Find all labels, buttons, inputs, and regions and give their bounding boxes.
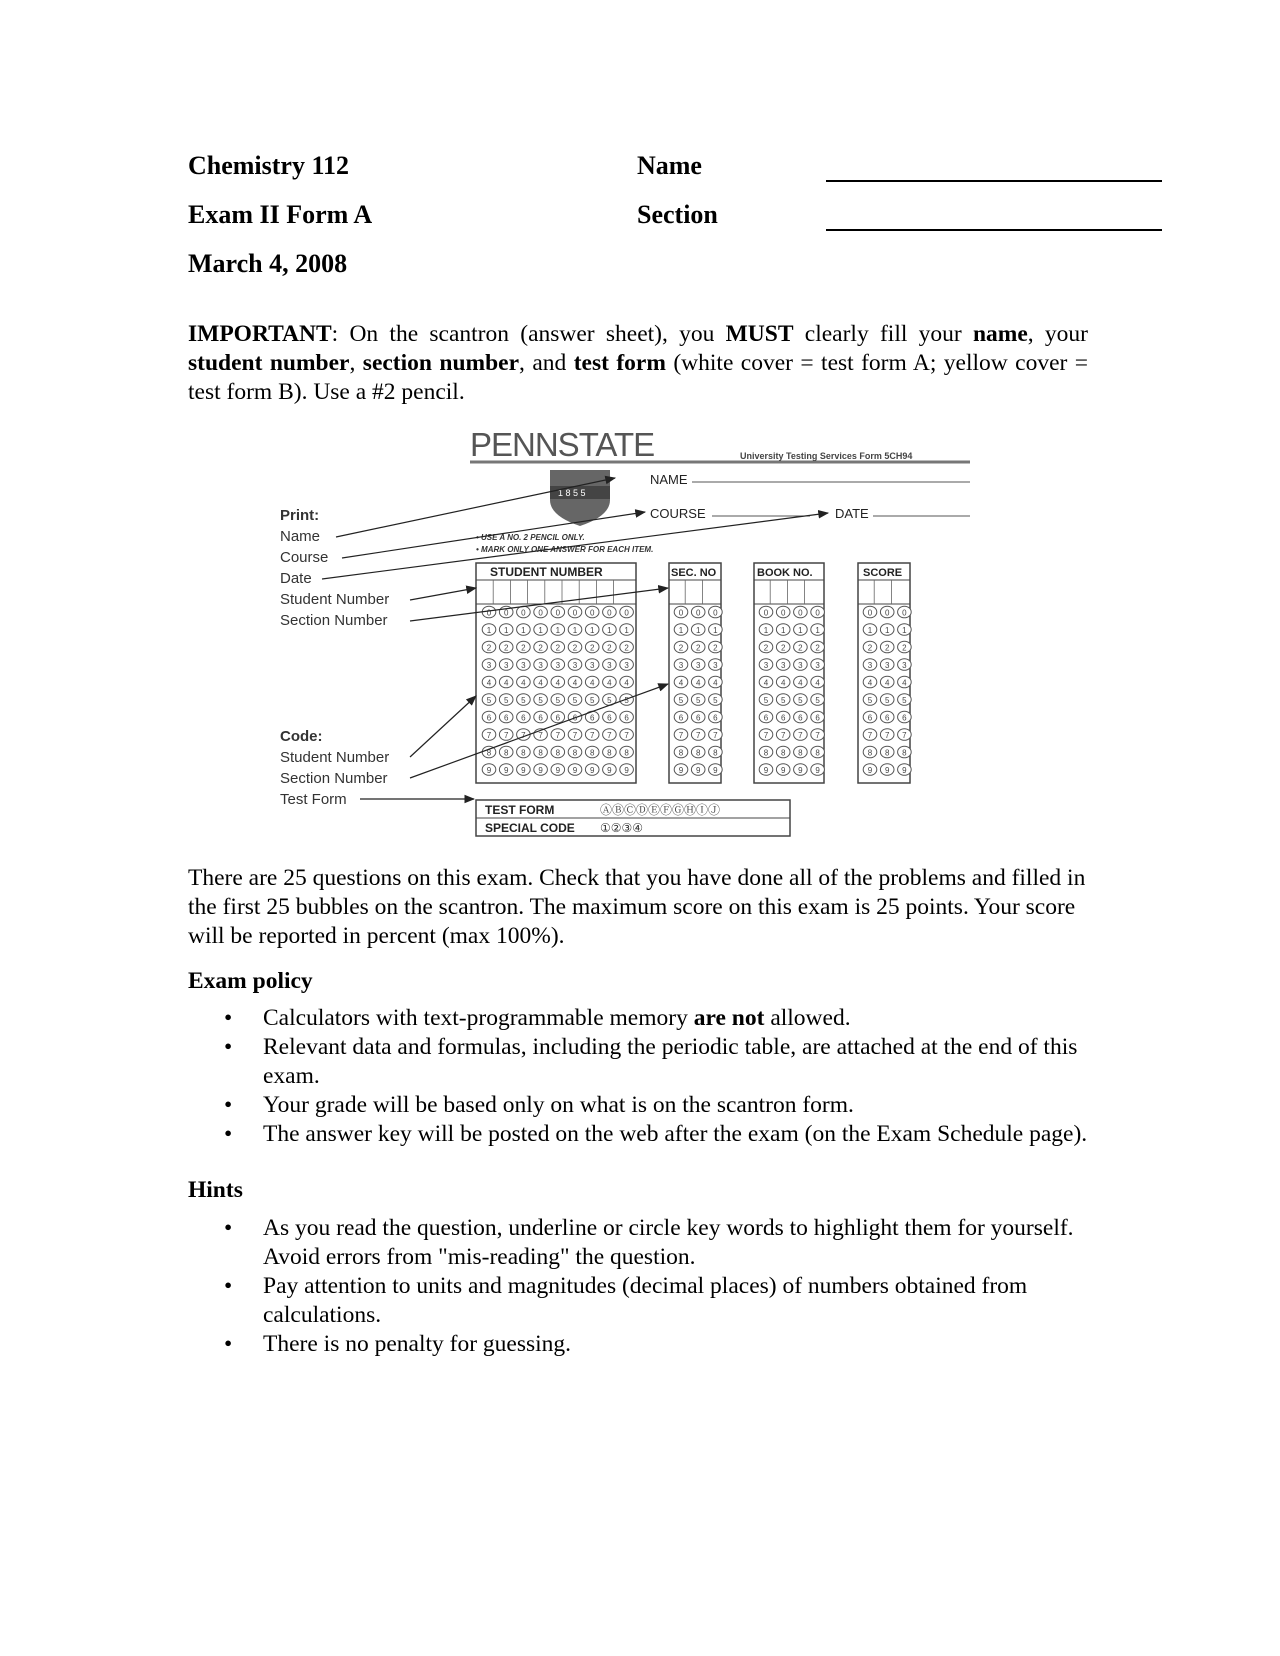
student-bubble-digit: 1 — [486, 626, 492, 635]
student-bubble-digit: 3 — [589, 661, 595, 670]
book-bubble-digit: 6 — [815, 713, 820, 723]
score-bubble-digit: 6 — [884, 713, 890, 723]
book-bubble-digit: 4 — [798, 678, 803, 688]
book-bubble-digit: 3 — [815, 661, 820, 670]
student-bubble-digit: 9 — [607, 766, 612, 775]
important-paragraph — [188, 320, 1088, 407]
book-bubble-digit: 4 — [763, 678, 769, 688]
sec-bubble-digit: 0 — [678, 608, 684, 618]
score-bubble-digit: 5 — [884, 696, 890, 705]
score-bubble-digit: 4 — [884, 678, 890, 688]
sec-bubble-digit: 5 — [678, 696, 684, 705]
instruction-1: • USE A NO. 2 PENCIL ONLY. — [476, 533, 585, 542]
student-bubble-digit: 5 — [624, 696, 629, 705]
book-bubble-digit: 9 — [815, 766, 820, 775]
student-bubble-digit: 3 — [572, 661, 578, 670]
student-bubble-digit: 4 — [572, 678, 578, 688]
sec-bubble-digit: 4 — [713, 678, 718, 688]
field-course-label: COURSE — [650, 506, 706, 521]
student-bubble-digit: 3 — [503, 661, 509, 670]
sec-bubble-digit: 2 — [695, 643, 701, 653]
book-bubble-digit: 0 — [780, 608, 786, 618]
important-must: MUST — [725, 321, 794, 347]
book-bubble-digit: 8 — [780, 748, 786, 758]
policy-item: • Relevant data and formulas, including the periodic table, are attached at the end of this exam. — [224, 1034, 1078, 1089]
student-bubble-digit: 5 — [555, 696, 561, 705]
test-form-box — [476, 800, 790, 836]
important-lead: IMPORTANT — [188, 321, 332, 347]
section-blank-line — [826, 229, 1162, 231]
hints-list — [188, 1214, 1093, 1359]
exam-policy-list — [188, 1004, 1093, 1149]
score-bubble-digit: 8 — [902, 748, 907, 758]
score-bubble-digit: 8 — [884, 748, 890, 758]
student-bubble-digit: 7 — [521, 731, 526, 740]
student-bubble-digit: 2 — [589, 643, 595, 653]
student-bubble-digit: 0 — [521, 608, 526, 618]
score-bubble-digit: 6 — [902, 713, 907, 723]
book-bubble-digit: 9 — [798, 766, 803, 775]
score-bubble-digit: 4 — [902, 678, 907, 688]
book-bubble-digit: 6 — [798, 713, 803, 723]
code-item-section-number: Section Number — [280, 770, 388, 787]
special-code-label: SPECIAL CODE — [485, 821, 575, 835]
student-bubble-digit: 3 — [521, 661, 526, 670]
exam-policy-heading: Exam policy — [188, 968, 313, 994]
student-bubble-digit: 8 — [607, 748, 612, 758]
student-bubble-digit: 3 — [607, 661, 612, 670]
student-bubble-digit: 7 — [555, 731, 561, 740]
important-text-4: , — [349, 350, 363, 376]
student-bubble-digit: 0 — [572, 608, 578, 618]
student-bubble-digit: 4 — [624, 678, 629, 688]
student-bubble-digit: 4 — [607, 678, 612, 688]
student-bubble-digit: 3 — [486, 661, 492, 670]
student-bubble-digit: 2 — [521, 643, 526, 653]
sec-bubble-digit: 7 — [678, 731, 684, 740]
sec-bubble-digit: 1 — [695, 626, 701, 635]
student-bubble-digit: 1 — [607, 626, 612, 635]
policy-item-3-text: Your grade will be based only on what is on the scantron form. — [263, 1092, 854, 1118]
student-bubble-digit: 0 — [589, 608, 595, 618]
book-bubble-digit: 0 — [798, 608, 803, 618]
student-bubble-digit: 1 — [555, 626, 561, 635]
student-bubble-digit: 2 — [624, 643, 629, 653]
score-bubble-digit: 0 — [867, 608, 873, 618]
book-bubble-digit: 1 — [815, 626, 820, 635]
book-bubble-digit: 3 — [798, 661, 803, 670]
score-bubble-digit: 9 — [867, 766, 873, 775]
student-bubble-digit: 6 — [503, 713, 509, 723]
print-item-student-number: Student Number — [280, 591, 390, 608]
sec-bubble-digit: 9 — [695, 766, 701, 775]
book-bubble-digit: 8 — [763, 748, 769, 758]
book-bubble-digit: 2 — [798, 643, 803, 653]
student-bubble-digit: 3 — [624, 661, 629, 670]
policy-item-1-text: Calculators with text-programmable memory — [263, 1005, 694, 1031]
sec-bubble-digit: 2 — [713, 643, 718, 653]
code-item-test-form: Test Form — [280, 791, 347, 808]
score-bubble-digit: 3 — [884, 661, 890, 670]
sec-bubble-digit: 1 — [713, 626, 718, 635]
test-form-label: TEST FORM — [485, 803, 555, 817]
sec-bubble-digit: 6 — [713, 713, 718, 723]
score-bubble-digit: 7 — [884, 731, 890, 740]
student-bubble-digit: 4 — [486, 678, 492, 688]
book-bubble-digit: 7 — [780, 731, 786, 740]
book-bubble-digit: 0 — [815, 608, 820, 618]
sec-bubble-digit: 3 — [695, 661, 701, 670]
score-bubble-digit: 1 — [867, 626, 873, 635]
student-bubble-digit: 8 — [589, 748, 595, 758]
important-text-3: , your — [1027, 321, 1089, 347]
important-text-6: (white cover = test form A; yellow cover = test form B). Use a #2 pencil. — [188, 350, 1089, 405]
student-bubble-digit: 1 — [589, 626, 595, 635]
sec-bubble-digit: 8 — [678, 748, 684, 758]
important-text-1: : On the scantron (answer sheet), you — [331, 321, 726, 347]
student-bubble-digit: 5 — [503, 696, 509, 705]
book-bubble-digit: 2 — [780, 643, 786, 653]
student-bubble-digit: 5 — [538, 696, 543, 705]
important-test-form: test form — [573, 350, 666, 376]
exam-title: Exam II Form A — [188, 200, 373, 229]
student-bubble-digit: 4 — [538, 678, 543, 688]
sec-bubble-digit: 3 — [713, 661, 718, 670]
policy-item-2-text: Relevant data and formulas, including the periodic table, are attached at the end of this exam. — [263, 1034, 1078, 1089]
student-bubble-digit: 9 — [624, 766, 629, 775]
book-bubble-digit: 5 — [763, 696, 769, 705]
student-bubble-digit: 8 — [486, 748, 492, 758]
important-text-5: , and — [519, 350, 574, 376]
student-bubble-digit: 1 — [538, 626, 543, 635]
student-bubble-digit: 3 — [555, 661, 561, 670]
student-bubble-digit: 8 — [538, 748, 543, 758]
score-bubble-digit: 7 — [902, 731, 907, 740]
student-bubble-digit: 9 — [538, 766, 543, 775]
book-bubble-digit: 0 — [763, 608, 769, 618]
code-label: Code: — [280, 728, 323, 745]
course-title: Chemistry 112 — [188, 151, 350, 180]
arrow-print-student — [410, 588, 476, 600]
score-bubble-digit: 3 — [902, 661, 907, 670]
print-item-course: Course — [280, 549, 329, 566]
score-bubble-digit: 5 — [867, 696, 873, 705]
field-date-label: DATE — [835, 506, 869, 521]
sec-bubble-digit: 6 — [695, 713, 701, 723]
book-bubble-digit: 1 — [798, 626, 803, 635]
student-bubble-digit: 5 — [607, 696, 612, 705]
exam-date: March 4, 2008 — [188, 249, 348, 278]
test-form-options: ⒶⒷⒸⒹⒺⒻⒼⒽⒾⒿ — [600, 803, 721, 817]
student-bubble-digit: 7 — [503, 731, 509, 740]
intro-paragraph: There are 25 questions on this exam. Check that you have done all of the problems and filled in the first 25 bubbles on the scantron. The maximum score on this exam is 25 points. Your score will be reported in percent (max 100%). — [188, 865, 1086, 949]
score-bubble-digit: 0 — [902, 608, 907, 618]
student-bubble-digit: 9 — [521, 766, 526, 775]
policy-item-1-bold: are not — [693, 1005, 765, 1031]
hint-item: • Pay attention to units and magnitudes (decimal places) of numbers obtained from calculations. — [224, 1273, 1028, 1328]
student-bubble-digit: 6 — [555, 713, 561, 723]
student-bubble-digit: 4 — [589, 678, 595, 688]
score-bubble-digit: 1 — [884, 626, 890, 635]
sec-bubble-digit: 5 — [695, 696, 701, 705]
student-bubble-digit: 0 — [624, 608, 629, 618]
book-bubble-digit: 6 — [763, 713, 769, 723]
special-code-options: ①②③④ — [600, 821, 644, 835]
pennstate-logo: PENNSTATE — [470, 426, 655, 463]
print-item-date: Date — [280, 570, 312, 587]
student-bubble-digit: 5 — [521, 696, 526, 705]
book-no-title: BOOK NO. — [757, 567, 813, 579]
student-bubble-digit: 0 — [607, 608, 612, 618]
student-bubble-digit: 1 — [521, 626, 526, 635]
book-bubble-digit: 7 — [815, 731, 820, 740]
important-student-number: student number — [188, 350, 350, 376]
student-bubble-digit: 9 — [486, 766, 492, 775]
instruction-2: • MARK ONLY ONE ANSWER FOR EACH ITEM. — [476, 545, 654, 554]
score-bubble-digit: 2 — [884, 643, 890, 653]
score-bubble-digit: 6 — [867, 713, 873, 723]
important-section-number: section number — [362, 350, 520, 376]
student-bubble-digit: 0 — [555, 608, 561, 618]
student-bubble-digit: 8 — [503, 748, 509, 758]
scantron-diagram — [280, 420, 1000, 880]
sec-bubble-digit: 4 — [678, 678, 684, 688]
sec-bubble-digit: 8 — [695, 748, 701, 758]
form-id: University Testing Services Form 5CH94 — [740, 451, 913, 461]
print-item-name: Name — [280, 528, 321, 545]
sec-bubble-digit: 9 — [713, 766, 718, 775]
student-bubble-digit: 6 — [607, 713, 612, 723]
student-bubble-digit: 7 — [589, 731, 595, 740]
score-bubble-digit: 0 — [884, 608, 890, 618]
sec-bubble-digit: 0 — [713, 608, 718, 618]
student-bubble-digit: 6 — [486, 713, 492, 723]
important-name: name — [972, 321, 1028, 347]
policy-item: • Calculators with text-programmable memory are not allowed. — [224, 1005, 851, 1031]
student-bubble-digit: 0 — [486, 608, 492, 618]
code-item-student-number: Student Number — [280, 749, 390, 766]
hint-item: • As you read the question, underline or circle key words to highlight them for yourself. Avoid errors from "mis-reading" the question. — [224, 1215, 1074, 1270]
student-bubble-digit: 4 — [503, 678, 509, 688]
arrow-code-student — [410, 696, 476, 757]
student-bubble-digit: 7 — [624, 731, 629, 740]
book-bubble-digit: 3 — [780, 661, 786, 670]
score-bubble-digit: 7 — [867, 731, 873, 740]
student-bubble-digit: 8 — [624, 748, 629, 758]
score-bubble-digit: 9 — [884, 766, 890, 775]
student-bubble-digit: 6 — [624, 713, 629, 723]
bubble-grid — [482, 580, 911, 775]
student-bubble-digit: 2 — [538, 643, 543, 653]
field-name-label: NAME — [650, 472, 688, 487]
hint-item-3-text: There is no penalty for guessing. — [263, 1331, 572, 1357]
policy-item-4-text: The answer key will be posted on the web after the exam (on the Exam Schedule page). — [263, 1121, 1088, 1147]
student-bubble-digit: 6 — [589, 713, 595, 723]
book-bubble-digit: 4 — [780, 678, 786, 688]
hints-heading: Hints — [188, 1177, 243, 1203]
hint-item-2-text: Pay attention to units and magnitudes (decimal places) of numbers obtained from calculations. — [263, 1273, 1028, 1328]
sec-bubble-digit: 2 — [678, 643, 684, 653]
policy-item-1-end: allowed. — [764, 1005, 851, 1031]
section-label: Section — [637, 200, 718, 229]
book-bubble-digit: 9 — [780, 766, 786, 775]
print-label: Print: — [280, 507, 320, 524]
student-bubble-digit: 5 — [589, 696, 595, 705]
sec-bubble-digit: 1 — [678, 626, 684, 635]
student-bubble-digit: 2 — [486, 643, 492, 653]
hint-item: • There is no penalty for guessing. — [224, 1331, 572, 1357]
book-bubble-digit: 5 — [815, 696, 820, 705]
student-bubble-digit: 9 — [572, 766, 578, 775]
name-label: Name — [637, 151, 702, 180]
print-item-section-number: Section Number — [280, 612, 388, 629]
student-bubble-digit: 2 — [503, 643, 509, 653]
score-bubble-digit: 8 — [867, 748, 873, 758]
book-bubble-digit: 8 — [798, 748, 803, 758]
book-bubble-digit: 2 — [815, 643, 820, 653]
student-bubble-digit: 9 — [555, 766, 561, 775]
book-bubble-digit: 1 — [780, 626, 786, 635]
book-bubble-digit: 8 — [815, 748, 820, 758]
student-bubble-digit: 7 — [607, 731, 612, 740]
important-text-2: clearly fill your — [793, 321, 973, 347]
policy-item: • The answer key will be posted on the web after the exam (on the Exam Schedule page). — [224, 1121, 1088, 1147]
student-bubble-digit: 1 — [503, 626, 509, 635]
score-bubble-digit: 2 — [902, 643, 907, 653]
book-bubble-digit: 3 — [763, 661, 769, 670]
student-bubble-digit: 5 — [486, 696, 492, 705]
name-blank-line — [826, 180, 1162, 182]
sec-no-title: SEC. NO — [671, 567, 717, 579]
student-bubble-digit: 7 — [538, 731, 543, 740]
sec-bubble-digit: 8 — [713, 748, 718, 758]
student-bubble-digit: 8 — [572, 748, 578, 758]
book-bubble-digit: 5 — [798, 696, 803, 705]
sec-bubble-digit: 3 — [678, 661, 684, 670]
score-bubble-digit: 9 — [902, 766, 907, 775]
sec-bubble-digit: 5 — [713, 696, 718, 705]
score-bubble-digit: 1 — [902, 626, 907, 635]
sec-bubble-digit: 7 — [695, 731, 701, 740]
score-bubble-digit: 5 — [902, 696, 907, 705]
shield-year: 1 8 5 5 — [558, 488, 586, 498]
policy-item: • Your grade will be based only on what is on the scantron form. — [224, 1092, 854, 1118]
book-bubble-digit: 2 — [763, 643, 769, 653]
score-bubble-digit: 2 — [867, 643, 873, 653]
student-bubble-digit: 8 — [555, 748, 561, 758]
score-bubble-digit: 4 — [867, 678, 873, 688]
book-bubble-digit: 5 — [780, 696, 786, 705]
student-bubble-digit: 8 — [521, 748, 526, 758]
student-bubble-digit: 2 — [572, 643, 578, 653]
student-number-title: STUDENT NUMBER — [490, 565, 603, 579]
student-bubble-digit: 9 — [589, 766, 595, 775]
student-bubble-digit: 7 — [486, 731, 492, 740]
sec-bubble-digit: 4 — [695, 678, 701, 688]
student-bubble-digit: 7 — [572, 731, 578, 740]
student-bubble-digit: 4 — [555, 678, 561, 688]
book-bubble-digit: 7 — [798, 731, 803, 740]
book-bubble-digit: 4 — [815, 678, 820, 688]
sec-bubble-digit: 9 — [678, 766, 684, 775]
score-bubble-digit: 3 — [867, 661, 873, 670]
student-bubble-digit: 6 — [521, 713, 526, 723]
student-bubble-digit: 1 — [624, 626, 629, 635]
book-bubble-digit: 1 — [763, 626, 769, 635]
student-bubble-digit: 6 — [538, 713, 543, 723]
hint-item-1-text: As you read the question, underline or circle key words to highlight them for yourself. Avoid errors from "mis-reading" the question. — [263, 1215, 1074, 1270]
book-bubble-digit: 9 — [763, 766, 769, 775]
book-bubble-digit: 6 — [780, 713, 786, 723]
sec-bubble-digit: 6 — [678, 713, 684, 723]
score-title: SCORE — [863, 567, 903, 579]
book-bubble-digit: 7 — [763, 731, 769, 740]
sec-bubble-digit: 0 — [695, 608, 701, 618]
student-bubble-digit: 0 — [538, 608, 543, 618]
student-bubble-digit: 0 — [503, 608, 509, 618]
student-bubble-digit: 3 — [538, 661, 543, 670]
sec-bubble-digit: 7 — [713, 731, 718, 740]
student-bubble-digit: 2 — [555, 643, 561, 653]
student-bubble-digit: 4 — [521, 678, 526, 688]
student-bubble-digit: 9 — [503, 766, 509, 775]
student-bubble-digit: 1 — [572, 626, 578, 635]
student-bubble-digit: 2 — [607, 643, 612, 653]
student-bubble-digit: 5 — [572, 696, 578, 705]
student-bubble-digit: 6 — [572, 713, 578, 723]
